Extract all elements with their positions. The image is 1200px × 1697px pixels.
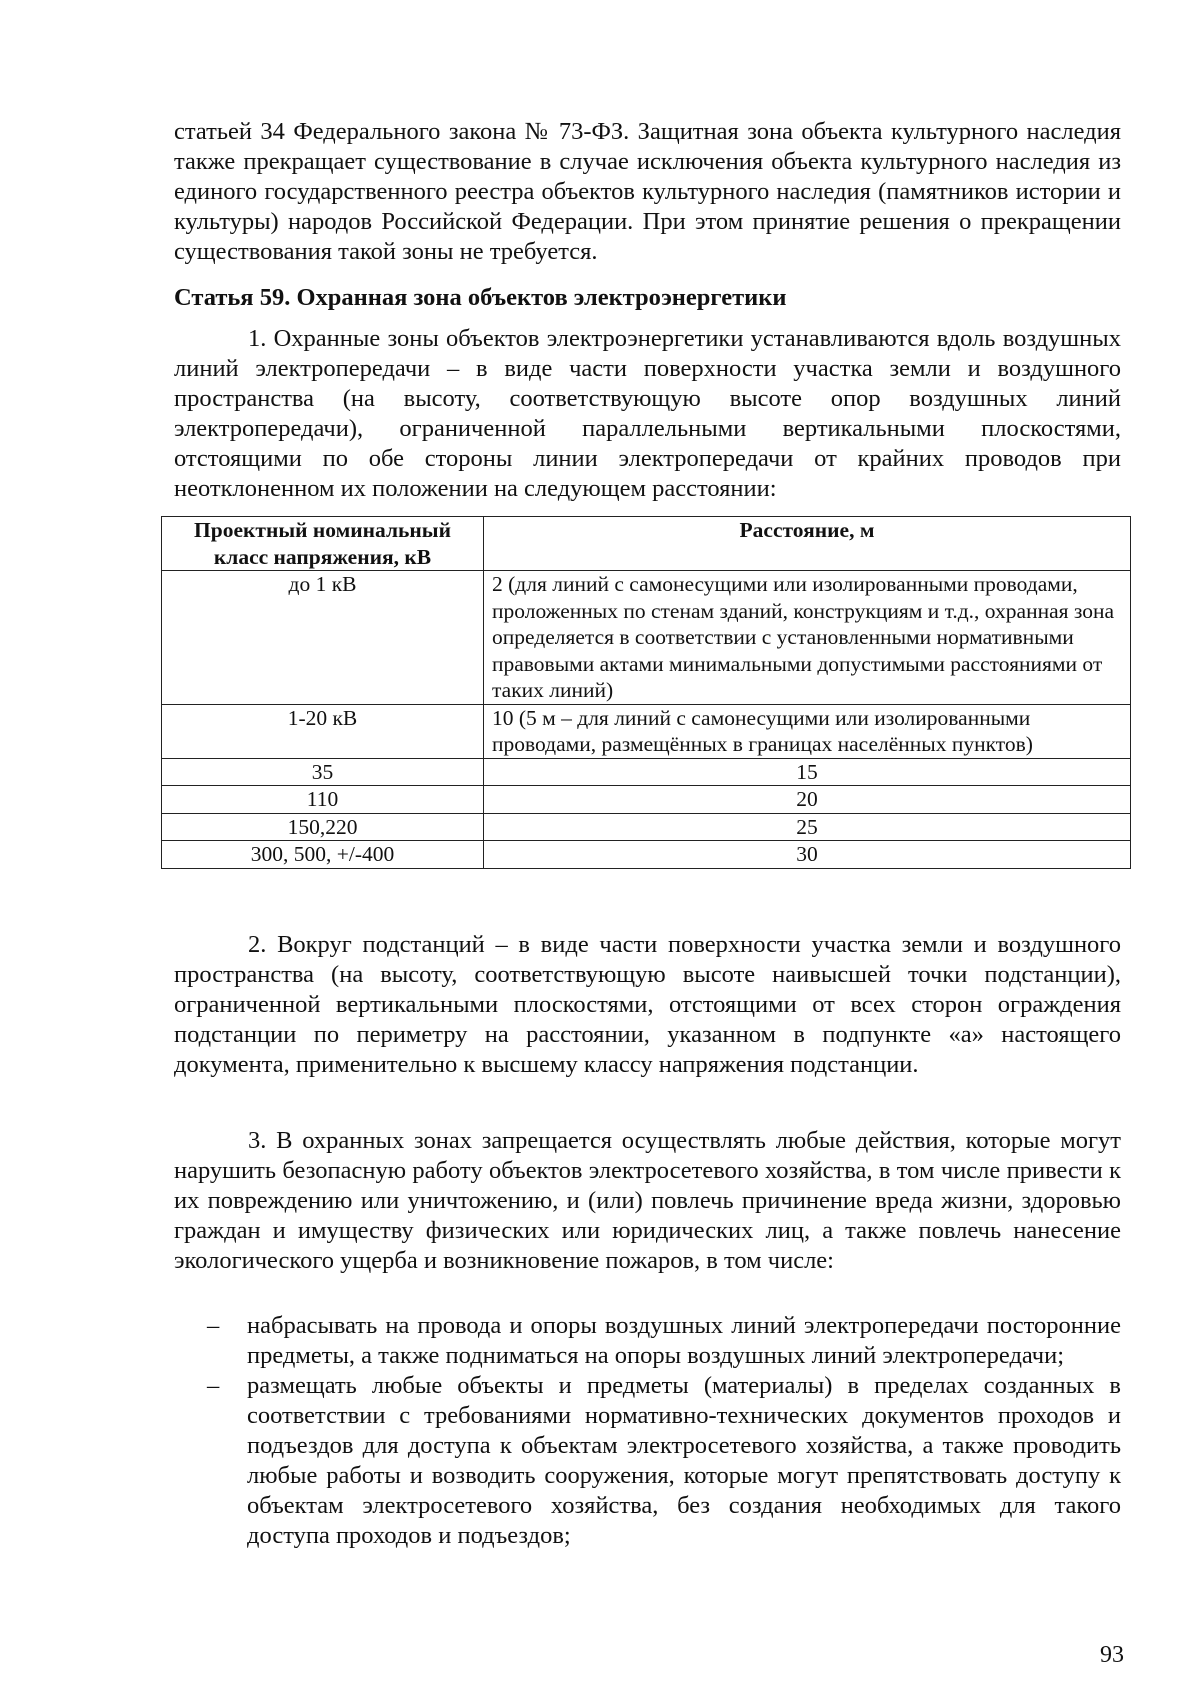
table-header-distance: Расстояние, м <box>484 517 1131 571</box>
intro-block <box>174 117 1121 267</box>
dash-marker: – <box>207 1312 220 1339</box>
table-row <box>162 786 1131 814</box>
table-row <box>162 704 1131 758</box>
clause-1-block <box>174 324 1121 504</box>
table-cell-distance: 25 <box>484 813 1131 841</box>
table-row <box>162 813 1131 841</box>
clause-2-paragraph: 2. Вокруг подстанций – в виде части поверхности участка земли и воздушного пространства (на высоту, соответствующую высоте наивысшей точки подстанции), ограниченной вертикальными плоскостями, отстоящими от всех сторон ограждения подстанции по периметру на расстоянии, указанном в подпункте «а» настоящего документа, применительно к высшему классу напряжения подстанции. <box>174 931 1121 1078</box>
table-header-row <box>162 517 1131 571</box>
prohibitions-list <box>174 1311 1121 1551</box>
table-cell-distance: 2 (для линий с самонесущими или изолированными проводами, проложенных по стенам зданий, конструкциям и т.д., охранная зона определяется в соответствии с установленными нормативными правовыми актами минимальными допустимыми расстояниями от таких линий) <box>484 571 1131 705</box>
clause-3-paragraph: 3. В охранных зонах запрещается осуществлять любые действия, которые могут нарушить безопасную работу объектов электросетевого хозяйства, в том числе привести к их повреждению или уничтожению, и (или) повлечь причинение вреда жизни, здоровью граждан и имуществу физических или юридических лиц, а также повлечь нанесение экологического ущерба и возникновение пожаров, в том числе: <box>174 1127 1121 1274</box>
table-cell-voltage: 300, 500, +/-400 <box>162 841 484 869</box>
table-cell-voltage: 1-20 кВ <box>162 704 484 758</box>
table-cell-distance: 30 <box>484 841 1131 869</box>
list-item-text: набрасывать на провода и опоры воздушных линий электропередачи посторонние предметы, а также подниматься на опоры воздушных линий электропередачи; <box>247 1312 1121 1369</box>
intro-paragraph: статьей 34 Федерального закона № 73-ФЗ. Защитная зона объекта культурного наследия также прекращает существование в случае исключения объекта культурного наследия из единого государственного реестра объектов культурного наследия (памятников истории и культуры) народов Российской Федерации. При этом принятие решения о прекращении существования такой зоны не требуется. <box>174 118 1121 265</box>
table-cell-distance: 10 (5 м – для линий с самонесущими или изолированными проводами, размещённых в границах населённых пунктов) <box>484 704 1131 758</box>
clause-1-paragraph: 1. Охранные зоны объектов электроэнергетики устанавливаются вдоль воздушных линий электропередачи – в виде части поверхности участка земли и воздушного пространства (на высоту, соответствующую высоте опор воздушных линий электропередачи), ограниченной параллельными вертикальными плоскостями, отстоящими по обе стороны линии электропередачи от крайних проводов при неотклоненном их положении на следующем расстоянии: <box>174 325 1121 502</box>
article-heading: Статья 59. Охранная зона объектов электроэнергетики <box>174 284 787 311</box>
page-number: 93 <box>1100 1642 1124 1668</box>
protection-zone-table <box>161 516 1131 869</box>
table-cell-voltage: до 1 кВ <box>162 571 484 705</box>
table-header-voltage: Проектный номинальный класс напряжения, кВ <box>162 517 484 571</box>
list-item <box>174 1371 1121 1551</box>
table-cell-voltage: 110 <box>162 786 484 814</box>
table-row <box>162 571 1131 705</box>
list-item-text: размещать любые объекты и предметы (материалы) в пределах созданных в соответствии с требованиями нормативно-технических документов проходов и подъездов для доступа к объектам электросетевого хозяйства, а также проводить любые работы и возводить сооружения, которые могут препятствовать доступу к объектам электросетевого хозяйства, без создания необходимых для такого доступа проходов и подъездов; <box>247 1372 1121 1549</box>
prohibitions-list-block <box>174 1311 1121 1551</box>
table-cell-voltage: 150,220 <box>162 813 484 841</box>
dash-marker: – <box>207 1372 220 1399</box>
table-cell-distance: 20 <box>484 786 1131 814</box>
article-heading-block <box>174 283 1121 313</box>
table-row <box>162 841 1131 869</box>
clause-2-block <box>174 930 1121 1080</box>
table-cell-distance: 15 <box>484 758 1131 786</box>
table-cell-voltage: 35 <box>162 758 484 786</box>
table-row <box>162 758 1131 786</box>
list-item <box>174 1311 1121 1371</box>
clause-3-block <box>174 1126 1121 1276</box>
